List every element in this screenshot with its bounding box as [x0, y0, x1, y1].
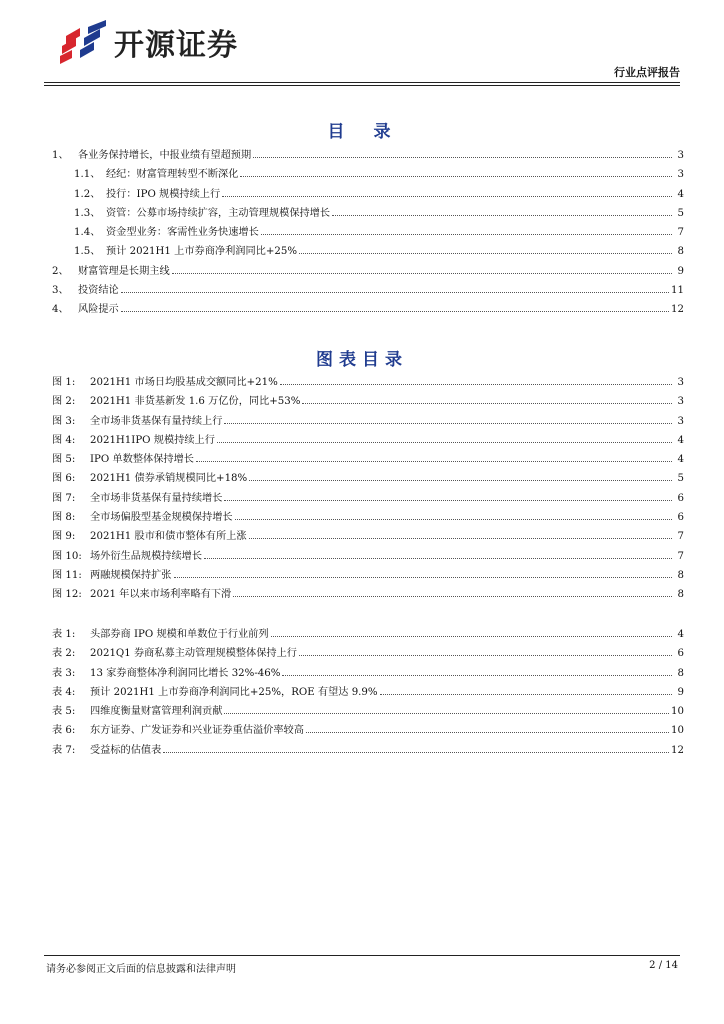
entry-page: 3: [677, 396, 684, 408]
entry-number: 图 11:: [52, 569, 82, 581]
entry-title[interactable]: 东方证券、广发证券和兴业证券重估溢价率较高: [90, 725, 304, 737]
toc-entry-figures[interactable]: [52, 508, 684, 527]
entry-page: 10: [671, 725, 684, 737]
entry-number: 1.2、: [74, 188, 101, 200]
report-type: 行业点评报告: [614, 66, 680, 79]
entry-number: 表 4:: [52, 686, 76, 698]
entry-title[interactable]: 两融规模保持扩张: [90, 569, 172, 581]
entry-title[interactable]: 资金型业务：客需性业务快速增长: [106, 227, 259, 239]
toc-entry-figures[interactable]: [52, 431, 684, 450]
toc-entry-figures[interactable]: [52, 489, 684, 508]
entry-page: 3: [677, 169, 684, 181]
entry-title[interactable]: 资管：公募市场持续扩容，主动管理规模保持增长: [106, 207, 331, 219]
brand-name: 开源证券: [114, 28, 238, 63]
dot-leader: [222, 196, 672, 197]
entry-page: 5: [677, 473, 684, 485]
entry-title[interactable]: IPO 单数整体保持增长: [90, 454, 194, 466]
entry-title[interactable]: 经纪：财富管理转型不断深化: [106, 169, 239, 181]
toc-entry-tables[interactable]: [52, 625, 684, 644]
dot-leader: [306, 732, 669, 733]
entry-page: 7: [677, 531, 684, 543]
header-rule: [44, 82, 680, 83]
figures-title: 图表目录: [316, 350, 408, 370]
entry-title[interactable]: 风险提示: [78, 304, 119, 316]
entry-number: 表 7:: [52, 744, 76, 756]
entry-title[interactable]: 全市场非货基保有量持续增长: [90, 492, 223, 504]
header-rule-thin: [44, 85, 680, 86]
dot-leader: [299, 253, 672, 254]
entry-page: 8: [677, 589, 684, 601]
toc-entry-tables[interactable]: [52, 721, 684, 740]
dot-leader: [302, 403, 672, 404]
toc-entry[interactable]: [52, 262, 684, 281]
toc-entry-tables[interactable]: [52, 741, 684, 760]
entry-page: 3: [677, 415, 684, 427]
entry-page: 3: [677, 150, 684, 161]
table-list: [52, 625, 684, 760]
toc-entry[interactable]: [52, 204, 684, 223]
entry-title[interactable]: 2021H1 股市和债市整体有所上涨: [90, 531, 247, 543]
entry-number: 图 4:: [52, 434, 76, 446]
entry-number: 图 3:: [52, 415, 76, 427]
figure-list: [52, 373, 684, 605]
entry-title[interactable]: 财富管理是长期主线: [78, 265, 170, 277]
entry-page: 4: [677, 629, 684, 640]
entry-title[interactable]: 2021 年以来市场利率略有下滑: [90, 589, 232, 601]
toc-entry[interactable]: [52, 300, 684, 319]
dot-leader: [163, 752, 669, 753]
toc-entry-figures[interactable]: [52, 527, 684, 546]
entry-number: 图 5:: [52, 454, 76, 466]
entry-number: 图 2:: [52, 396, 76, 408]
entry-number: 1.4、: [74, 227, 101, 239]
toc-entry-figures[interactable]: [52, 450, 684, 469]
toc-entry-figures[interactable]: [52, 566, 684, 585]
dot-leader: [233, 596, 672, 597]
toc-entry-figures[interactable]: [52, 547, 684, 566]
entry-title[interactable]: 2021H1 债券承销规模同比+18%: [90, 473, 248, 485]
entry-title[interactable]: 各业务保持增长，中报业绩有望超预期: [78, 150, 252, 161]
entry-number: 表 5:: [52, 706, 76, 718]
entry-number: 图 1:: [52, 377, 76, 388]
entry-page: 4: [677, 434, 684, 446]
dot-leader: [249, 480, 672, 481]
entry-number: 表 3:: [52, 667, 76, 679]
entry-number: 图 8:: [52, 512, 76, 524]
entry-title[interactable]: 2021H1 市场日均股基成交额同比+21%: [90, 377, 278, 388]
dot-leader: [282, 675, 672, 676]
entry-page: 6: [677, 512, 684, 524]
dot-leader: [224, 423, 672, 424]
entry-page: 8: [677, 246, 684, 258]
entry-page: 9: [677, 265, 684, 277]
entry-number: 图 9:: [52, 531, 76, 543]
toc-list: [52, 146, 684, 320]
entry-title[interactable]: 预计 2021H1 上市券商净利润同比+25%，ROE 有望达 9.9%: [90, 686, 378, 698]
toc-entry-figures[interactable]: [52, 585, 684, 604]
entry-number: 图 10:: [52, 550, 82, 562]
dot-leader: [253, 157, 672, 158]
dot-leader: [224, 713, 669, 714]
entry-title[interactable]: 场外衍生品规模持续增长: [90, 550, 203, 562]
entry-page: 7: [677, 550, 684, 562]
entry-title[interactable]: 13 家券商整体净利润同比增长 32%-46%: [90, 667, 281, 679]
footer-rule: [44, 955, 680, 956]
entry-title[interactable]: 受益标的估值表: [90, 744, 162, 756]
entry-number: 4、: [52, 304, 69, 316]
entry-page: 7: [677, 227, 684, 239]
entry-number: 1.3、: [74, 207, 101, 219]
toc-entry[interactable]: [52, 281, 684, 300]
toc-entry[interactable]: [52, 223, 684, 242]
dot-leader: [196, 461, 672, 462]
entry-title[interactable]: 2021Q1 券商私募主动管理规模整体保持上行: [90, 648, 297, 660]
dot-leader: [172, 273, 672, 274]
toc-entry[interactable]: [52, 165, 684, 184]
entry-title[interactable]: 全市场偏股型基金规模保持增长: [90, 512, 233, 524]
toc-entry-figures[interactable]: [52, 469, 684, 488]
dot-leader: [121, 311, 669, 312]
entry-page: 10: [671, 706, 684, 718]
toc-entry-figures[interactable]: [52, 392, 684, 411]
entry-number: 图 6:: [52, 473, 76, 485]
dot-leader: [217, 442, 672, 443]
dot-leader: [174, 577, 673, 578]
dot-leader: [380, 694, 672, 695]
toc-entry-figures[interactable]: [52, 412, 684, 431]
entry-number: 2、: [52, 265, 69, 277]
dot-leader: [280, 384, 672, 385]
entry-page: 6: [677, 492, 684, 504]
entry-title[interactable]: 投资结论: [78, 285, 119, 297]
toc-entry-tables[interactable]: [52, 664, 684, 683]
entry-number: 3、: [52, 285, 69, 297]
entry-page: 6: [677, 648, 684, 660]
entry-number: 1、: [52, 150, 69, 161]
entry-page: 11: [671, 285, 684, 297]
dot-leader: [240, 176, 672, 177]
dot-leader: [299, 655, 672, 656]
dot-leader: [249, 538, 672, 539]
entry-page: 4: [677, 454, 684, 466]
entry-number: 1.1、: [74, 169, 101, 181]
entry-title[interactable]: 预计 2021H1 上市券商净利润同比+25%: [106, 246, 298, 258]
entry-number: 表 1:: [52, 629, 76, 640]
entry-title[interactable]: 2021H1IPO 规模持续上行: [90, 434, 215, 446]
dot-leader: [204, 558, 672, 559]
toc-entry[interactable]: [52, 242, 684, 261]
toc-entry-figures[interactable]: [52, 373, 684, 392]
entry-number: 图 7:: [52, 492, 76, 504]
toc-entry-tables[interactable]: [52, 644, 684, 663]
footer-disclaimer: 请务必参阅正文后面的信息披露和法律声明: [46, 964, 236, 975]
dot-leader: [235, 519, 672, 520]
toc-entry[interactable]: [52, 146, 684, 165]
entry-page: 12: [671, 304, 684, 316]
entry-page: 3: [677, 377, 684, 388]
entry-page: 9: [677, 686, 684, 698]
dot-leader: [271, 636, 672, 637]
entry-page: 5: [677, 207, 684, 219]
entry-number: 表 6:: [52, 725, 76, 737]
dot-leader: [121, 292, 669, 293]
page-number: 2 / 14: [649, 960, 678, 971]
entry-number: 1.5、: [74, 246, 101, 258]
dot-leader: [224, 500, 672, 501]
entry-number: 表 2:: [52, 648, 76, 660]
entry-page: 12: [671, 744, 684, 756]
entry-page: 4: [677, 188, 684, 200]
entry-number: 图 12:: [52, 589, 82, 601]
entry-title[interactable]: 投行：IPO 规模持续上行: [106, 188, 221, 200]
logo-mark-icon: [58, 20, 108, 64]
entry-title[interactable]: 头部券商 IPO 规模和单数位于行业前列: [90, 629, 269, 640]
toc-entry[interactable]: [52, 185, 684, 204]
entry-title[interactable]: 四维度衡量财富管理利润贡献: [90, 706, 223, 718]
entry-page: 8: [677, 569, 684, 581]
entry-page: 8: [677, 667, 684, 679]
dot-leader: [332, 215, 672, 216]
entry-title[interactable]: 全市场非货基保有量持续上行: [90, 415, 223, 427]
dot-leader: [261, 234, 672, 235]
entry-title[interactable]: 2021H1 非货基新发 1.6 万亿份，同比+53%: [90, 396, 301, 408]
toc-entry-tables[interactable]: [52, 683, 684, 702]
toc-entry-tables[interactable]: [52, 702, 684, 721]
brand-logo: [58, 20, 238, 64]
toc-title: 目 录: [327, 122, 397, 142]
